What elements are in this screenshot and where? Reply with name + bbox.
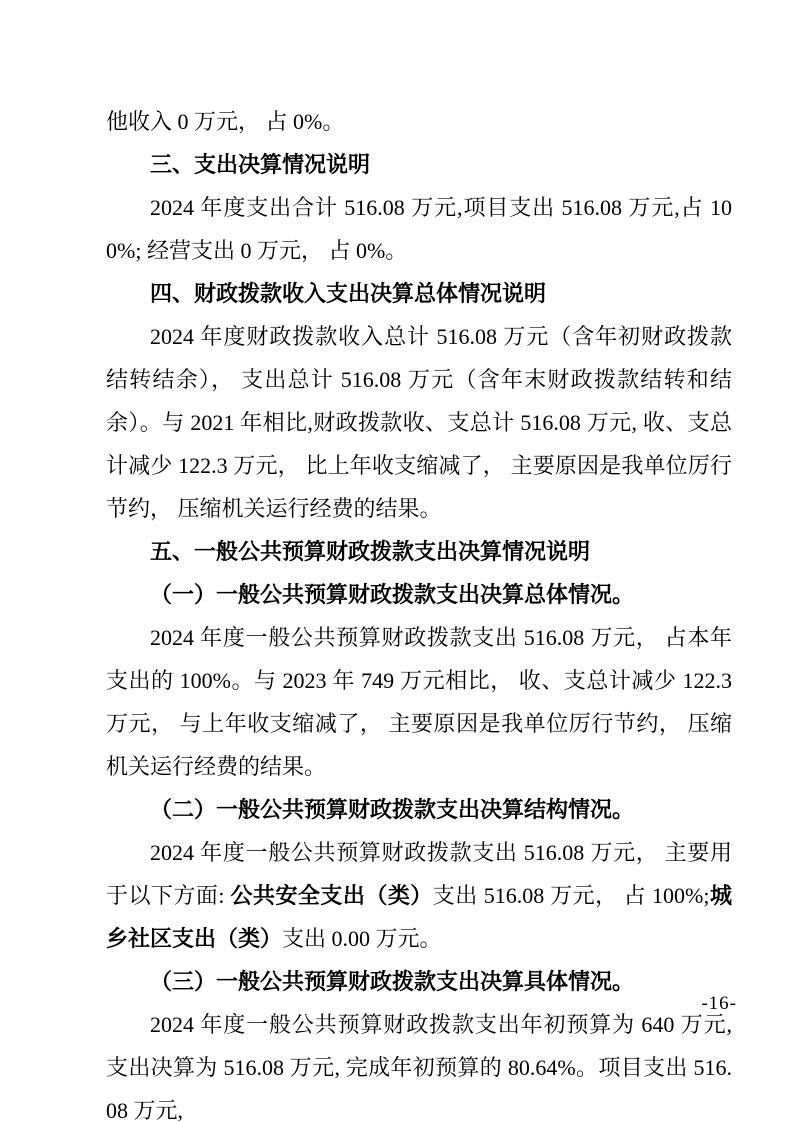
subheading-5-2-structure: （二）一般公共预算财政拨款支出决算结构情况。 — [150, 797, 635, 822]
page-number: -16- — [701, 993, 737, 1014]
text-run: 支出 0.00 万元。 — [282, 926, 442, 951]
document-body — [106, 100, 732, 1122]
paragraph-continuation-other-income: 他收入 0 万元， 占 0%。 — [106, 109, 345, 134]
paragraph-fiscal-appropriation-total: 2024 年度财政拨款收入总计 516.08 万元（含年初财政拨款结转结余）， 支出总计 516.08 万元（含年末财政拨款结转和结余）。与 2021 年相比,财政拨款收、支总计 516.08 万元, 收、支总计减少 122.3 万元， 比上年收支缩减了， 主要原因是我单位厉行节约， 压缩机关运行经费的结果。 — [106, 324, 732, 521]
subheading-5-1-overall: （一）一般公共预算财政拨款支出决算总体情况。 — [150, 582, 635, 607]
bold-term-public-security: 公共安全支出（类） — [230, 883, 433, 908]
subheading-5-3-specific: （三）一般公共预算财政拨款支出决算具体情况。 — [150, 969, 635, 994]
section-heading-5-public-budget: 五、一般公共预算财政拨款支出决算情况说明 — [150, 539, 591, 564]
text-run: 支出 516.08 万元， 占 100%; — [432, 883, 710, 908]
paragraph-expenditure-total: 2024 年度支出合计 516.08 万元,项目支出 516.08 万元,占 100%; 经营支出 0 万元， 占 0%。 — [106, 195, 732, 263]
bold-term-urban-rural-community: 城乡社区支出（类） — [106, 883, 732, 951]
text-run: 2024 年度一般公共预算财政拨款支出 516.08 万元， 主要用于以下方面: — [106, 840, 732, 908]
paragraph-public-budget-specific: 2024 年度一般公共预算财政拨款支出年初预算为 640 万元, 支出决算为 516.08 万元, 完成年初预算的 80.64%。项目支出 516.08 万元, — [106, 1012, 732, 1122]
section-heading-3-expenditure: 三、支出决算情况说明 — [150, 152, 371, 177]
paragraph-public-budget-structure — [106, 831, 732, 960]
paragraph-public-budget-overall: 2024 年度一般公共预算财政拨款支出 516.08 万元， 占本年支出的 100%。与 2023 年 749 万元相比， 收、支总计减少 122.3 万元， 与上年收支缩减了， 主要原因是我单位厉行节约， 压缩机关运行经费的结果。 — [106, 625, 732, 779]
section-heading-4-fiscal-appropriation: 四、财政拨款收入支出决算总体情况说明 — [150, 281, 547, 306]
